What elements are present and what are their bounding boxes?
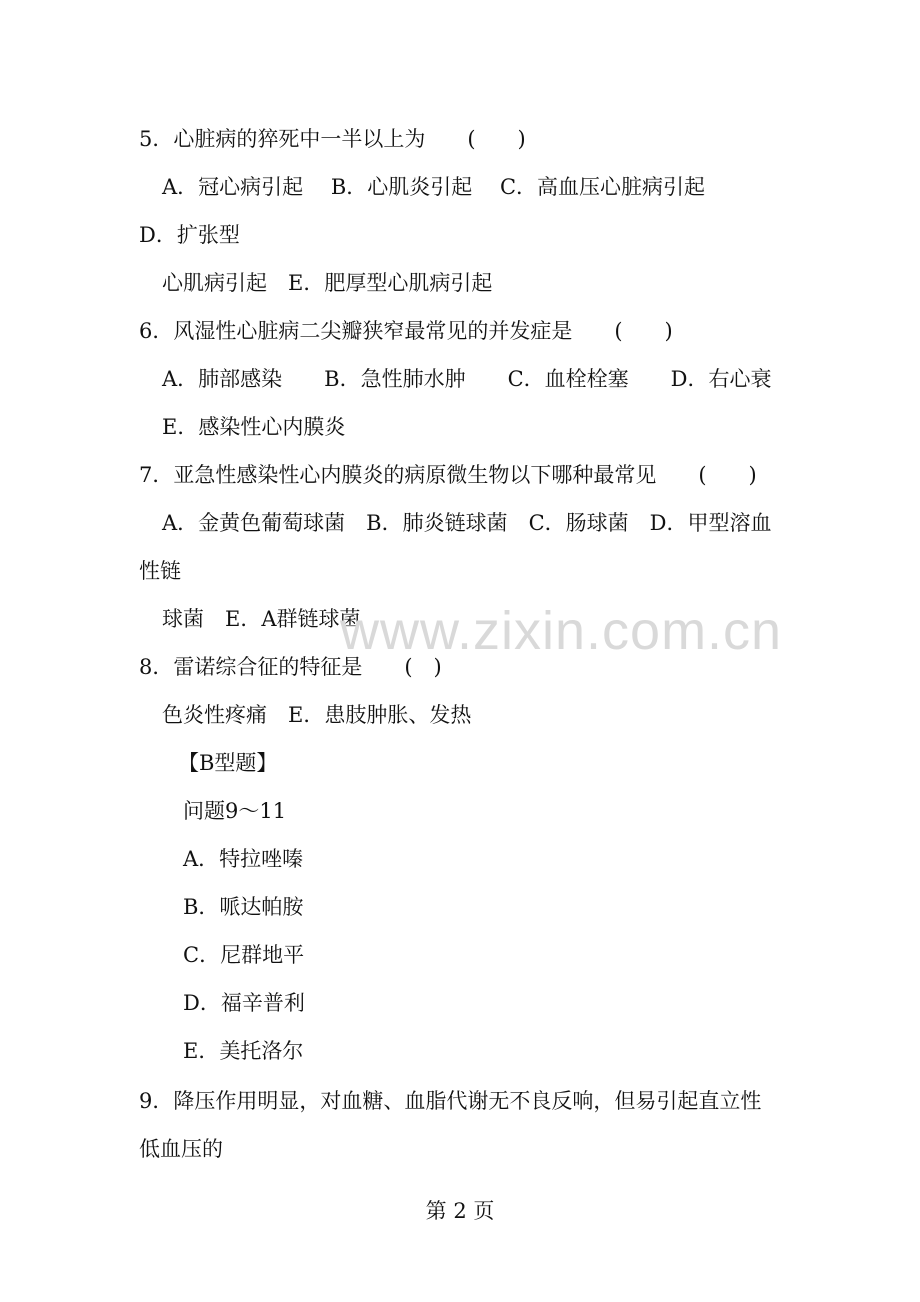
q7-stem: 7．亚急性感染性心内膜炎的病原微生物以下哪种最常见 ( ) bbox=[139, 463, 757, 487]
q8-options-fragment: 色炎性疼痛 E．患肢肿胀、发热 bbox=[162, 703, 472, 727]
q9-stem: 9．降压作用明显，对血糖、血脂代谢无不良反响，但易引起直立性 bbox=[139, 1089, 762, 1113]
q6-options-abcd: A．肺部感染 B．急性肺水肿 C．血栓栓塞 D．右心衰 bbox=[162, 367, 772, 391]
group-option-a: A．特拉唑嗪 bbox=[183, 847, 304, 871]
q5-stem: 5．心脏病的猝死中一半以上为 ( ) bbox=[139, 127, 526, 151]
section-heading-b-type: 【B型题】 bbox=[178, 751, 278, 775]
group-option-c: C．尼群地平 bbox=[183, 943, 305, 967]
q6-stem: 6．风湿性心脏病二尖瓣狭窄最常见的并发症是 ( ) bbox=[139, 319, 673, 343]
q5-option-d-cont-e: 心肌病引起 E．肥厚型心肌病引起 bbox=[162, 271, 493, 295]
group-option-b: B．哌达帕胺 bbox=[183, 895, 304, 919]
q9-stem-cont: 低血压的 bbox=[139, 1137, 223, 1161]
group-option-e: E．美托洛尔 bbox=[183, 1039, 304, 1063]
page-number: 第 2 页 bbox=[425, 1199, 495, 1223]
group-option-d: D．福辛普利 bbox=[183, 991, 305, 1015]
q7-option-d-cont: 性链 bbox=[139, 559, 181, 583]
q8-stem: 8．雷诺综合征的特征是 ( ) bbox=[139, 655, 442, 679]
question-group-label: 问题9～11 bbox=[183, 799, 287, 823]
q7-options-abcd: A．金黄色葡萄球菌 B．肺炎链球菌 C．肠球菌 D．甲型溶血 bbox=[162, 511, 772, 535]
q5-options-abc: A．冠心病引起 B．心肌炎引起 C．高血压心脏病引起 bbox=[162, 175, 706, 199]
q5-option-d: D．扩张型 bbox=[139, 223, 240, 247]
q7-option-d-cont-e: 球菌 E．A群链球菌 bbox=[162, 607, 361, 631]
q6-option-e: E．感染性心内膜炎 bbox=[162, 415, 346, 439]
watermark: www.zixin.com.cn bbox=[340, 601, 783, 661]
